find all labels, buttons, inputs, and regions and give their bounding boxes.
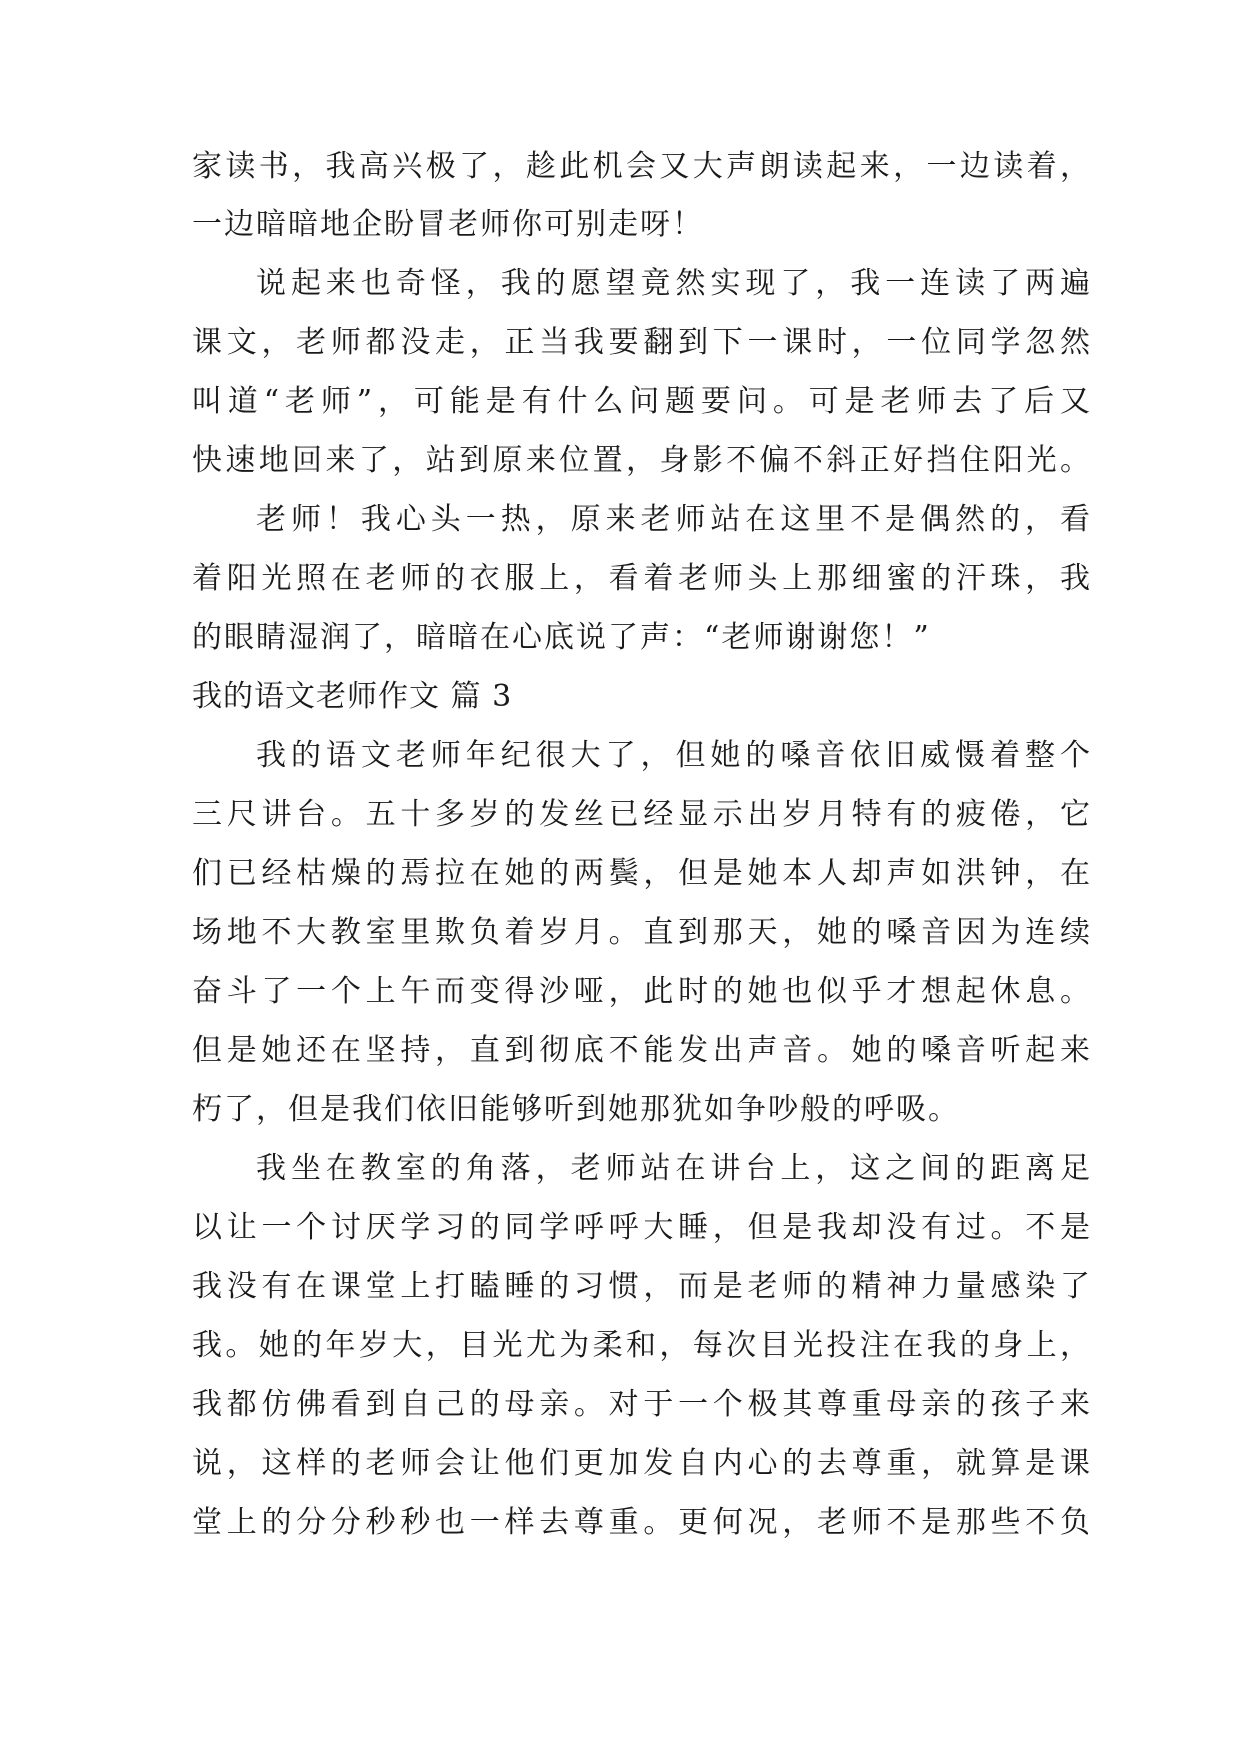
- paragraph-line: 我。她的年岁大，目光尤为柔和，每次目光投注在我的身上，: [192, 1328, 1092, 1363]
- paragraph-line: 我坐在教室的角落，老师站在讲台上，这之间的距离足: [256, 1151, 1092, 1186]
- paragraph-line: 场地不大教室里欺负着岁月。直到那天，她的嗓音因为连续: [192, 915, 1092, 950]
- section-heading: 我的语文老师作文 篇 3: [192, 679, 513, 714]
- paragraph-line: 我没有在课堂上打瞌睡的习惯，而是老师的精神力量感染了: [192, 1269, 1092, 1304]
- paragraph-line: 的眼睛湿润了，暗暗在心底说了声：“老师谢谢您！”: [192, 620, 931, 655]
- paragraph-line: 堂上的分分秒秒也一样去尊重。更何况，老师不是那些不负: [192, 1505, 1092, 1540]
- paragraph-line: 我都仿佛看到自己的母亲。对于一个极其尊重母亲的孩子来: [192, 1387, 1092, 1422]
- paragraph-line: 三尺讲台。五十多岁的发丝已经显示出岁月特有的疲倦，它: [192, 797, 1092, 832]
- paragraph-line: 以让一个讨厌学习的同学呼呼大睡，但是我却没有过。不是: [192, 1210, 1092, 1245]
- paragraph-line: 说，这样的老师会让他们更加发自内心的去尊重，就算是课: [192, 1446, 1092, 1481]
- paragraph-line: 课文，老师都没走，正当我要翻到下一课时，一位同学忽然: [192, 325, 1092, 360]
- paragraph-line: 家读书，我高兴极了，趁此机会又大声朗读起来，一边读着，: [192, 149, 1092, 184]
- paragraph-line: 奋斗了一个上午而变得沙哑，此时的她也似乎才想起休息。: [192, 974, 1092, 1009]
- paragraph-line: 一边暗暗地企盼冒老师你可别走呀！: [192, 207, 704, 242]
- paragraph-line: 朽了，但是我们依旧能够听到她那犹如争吵般的呼吸。: [192, 1092, 960, 1127]
- paragraph-line: 我的语文老师年纪很大了，但她的嗓音依旧威慑着整个: [256, 738, 1092, 773]
- paragraph-line: 们已经枯燥的焉拉在她的两鬓，但是她本人却声如洪钟，在: [192, 856, 1092, 891]
- paragraph-line: 老师！我心头一热，原来老师站在这里不是偶然的，看: [256, 502, 1092, 537]
- paragraph-line: 快速地回来了，站到原来位置，身影不偏不斜正好挡住阳光。: [192, 443, 1092, 478]
- paragraph-line: 着阳光照在老师的衣服上，看着老师头上那细蜜的汗珠，我: [192, 561, 1092, 596]
- paragraph-line: 但是她还在坚持，直到彻底不能发出声音。她的嗓音听起来: [192, 1033, 1092, 1068]
- paragraph-line: 叫道“老师”，可能是有什么问题要问。可是老师去了后又: [192, 384, 1092, 419]
- paragraph-line: 说起来也奇怪，我的愿望竟然实现了，我一连读了两遍: [256, 266, 1092, 301]
